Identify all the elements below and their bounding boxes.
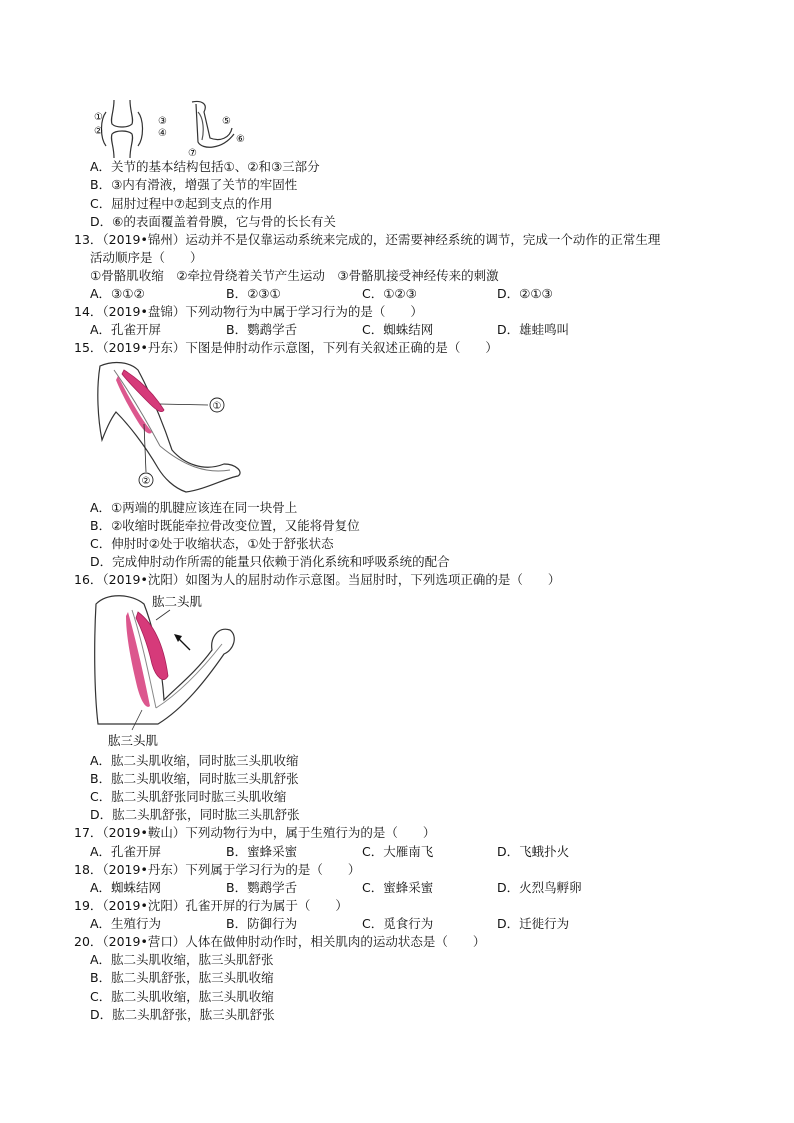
joint-and-arm-figure bbox=[92, 98, 252, 160]
q19-option-b: B．防御行为 bbox=[226, 916, 298, 931]
joint-label-2: ② bbox=[94, 126, 103, 137]
q12-option-b: B．③内有滑液，增强了关节的牢固性 bbox=[90, 177, 298, 192]
q14-option-c: C．蜘蛛结网 bbox=[362, 322, 434, 337]
q13-stem: 13．（2019•锦州）运动并不是仅靠运动系统来完成的，还需要神经系统的调节，完成一个动作的正常生理 bbox=[74, 232, 661, 247]
arm-label-6: ⑥ bbox=[236, 134, 245, 145]
q15-option-d: D．完成伸肘动作所需的能量只依赖于消化系统和呼吸系统的配合 bbox=[90, 554, 450, 569]
q18-option-c: C．蜜蜂采蜜 bbox=[362, 880, 434, 895]
q14-option-a: A．孔雀开屏 bbox=[90, 322, 162, 337]
q20-option-d: D．肱二头肌舒张，肱三头肌舒张 bbox=[90, 1007, 275, 1022]
q16-stem: 16．（2019•沈阳）如图为人的屈肘动作示意图。当屈肘时，下列选项正确的是（ ） bbox=[74, 572, 561, 587]
q18-stem: 18．（2019•丹东）下列属于学习行为的是（ ） bbox=[74, 862, 361, 877]
knee-joint-drawing bbox=[102, 100, 143, 158]
q13-option-a: A．③①② bbox=[90, 286, 145, 301]
q18-option-a: A．蜘蛛结网 bbox=[90, 880, 162, 895]
q15-stem: 15．（2019•丹东）下图是伸肘动作示意图，下列有关叙述正确的是（ ） bbox=[74, 340, 498, 355]
q12-option-a: A．关节的基本结构包括①、②和③三部分 bbox=[90, 159, 320, 174]
q13-option-c: C．①②③ bbox=[362, 286, 417, 301]
q13-items: ①骨骼肌收缩 ②牵拉骨绕着关节产生运动 ③骨骼肌接受神经传来的刺激 bbox=[90, 268, 499, 283]
q12-option-d: D．⑥的表面覆盖着骨膜，它与骨的长长有关 bbox=[90, 214, 336, 229]
q20-stem: 20．（2019•营口）人体在做伸肘动作时，相关肌肉的运动状态是（ ） bbox=[74, 934, 486, 949]
q19-stem: 19．（2019•沈阳）孔雀开屏的行为属于（ ） bbox=[74, 898, 348, 913]
q20-option-a: A．肱二头肌收缩，肱三头肌舒张 bbox=[90, 952, 274, 967]
figure-label-1: ① bbox=[212, 401, 222, 412]
q19-option-c: C．觅食行为 bbox=[362, 916, 434, 931]
q16-option-b: B．肱二头肌收缩，同时肱三头肌舒张 bbox=[90, 771, 299, 786]
q20-option-c: C．肱二头肌收缩，肱三头肌收缩 bbox=[90, 989, 274, 1004]
q15-option-b: B．②收缩时既能牵拉骨改变位置，又能将骨复位 bbox=[90, 518, 360, 533]
q15-option-c: C．伸肘时②处于收缩状态，①处于舒张状态 bbox=[90, 536, 334, 551]
q16-option-c: C．肱二头肌舒张同时肱三头肌收缩 bbox=[90, 789, 287, 804]
q17-option-d: D．飞蛾扑火 bbox=[497, 844, 570, 859]
q17-option-a: A．孔雀开屏 bbox=[90, 844, 162, 859]
q13-option-b: B．②③① bbox=[226, 286, 281, 301]
arm-label-7: ⑦ bbox=[188, 148, 197, 159]
q13-stem-cont: 活动顺序是（ ） bbox=[90, 250, 203, 265]
q12-option-c: C．屈肘过程中⑦起到支点的作用 bbox=[90, 196, 273, 211]
joint-label-4: ④ bbox=[158, 128, 167, 139]
q18-option-b: B．鹦鹉学舌 bbox=[226, 880, 298, 895]
pointer-line-1 bbox=[160, 404, 208, 405]
q19-option-d: D．迁徙行为 bbox=[497, 916, 570, 931]
figure-label-biceps: 肱二头肌 bbox=[152, 594, 203, 609]
joint-label-1: ① bbox=[94, 112, 103, 123]
q13-option-d: D．②①③ bbox=[497, 286, 553, 301]
q14-option-d: D．雄蛙鸣叫 bbox=[497, 322, 570, 337]
q17-stem: 17．（2019•鞍山）下列动物行为中，属于生殖行为的是（ ） bbox=[74, 825, 436, 840]
q15-option-a: A．①两端的肌腱应该连在同一块骨上 bbox=[90, 500, 298, 515]
q18-option-d: D．火烈鸟孵卵 bbox=[497, 880, 582, 895]
q17-option-b: B．蜜蜂采蜜 bbox=[226, 844, 298, 859]
elbow-extension-figure bbox=[94, 360, 254, 498]
q14-option-b: B．鹦鹉学舌 bbox=[226, 322, 298, 337]
figure-label-2: ② bbox=[141, 476, 151, 487]
q16-option-a: A．肱二头肌收缩，同时肱三头肌收缩 bbox=[90, 753, 299, 768]
arm-label-5: ⑤ bbox=[222, 116, 231, 127]
q14-stem: 14．（2019•盘锦）下列动物行为中属于学习行为的是（ ） bbox=[74, 304, 423, 319]
q16-option-d: D．肱二头肌舒张，同时肱三头肌舒张 bbox=[90, 807, 300, 822]
joint-label-3: ③ bbox=[158, 116, 167, 127]
figure-label-triceps: 肱三头肌 bbox=[108, 733, 159, 748]
q19-option-a: A．生殖行为 bbox=[90, 916, 162, 931]
q20-option-b: B．肱二头肌舒张，肱三头肌收缩 bbox=[90, 970, 274, 985]
q17-option-c: C．大雁南飞 bbox=[362, 844, 434, 859]
elbow-flexion-figure bbox=[92, 590, 252, 750]
triceps-pointer bbox=[132, 710, 142, 730]
biceps-pointer bbox=[156, 610, 170, 620]
